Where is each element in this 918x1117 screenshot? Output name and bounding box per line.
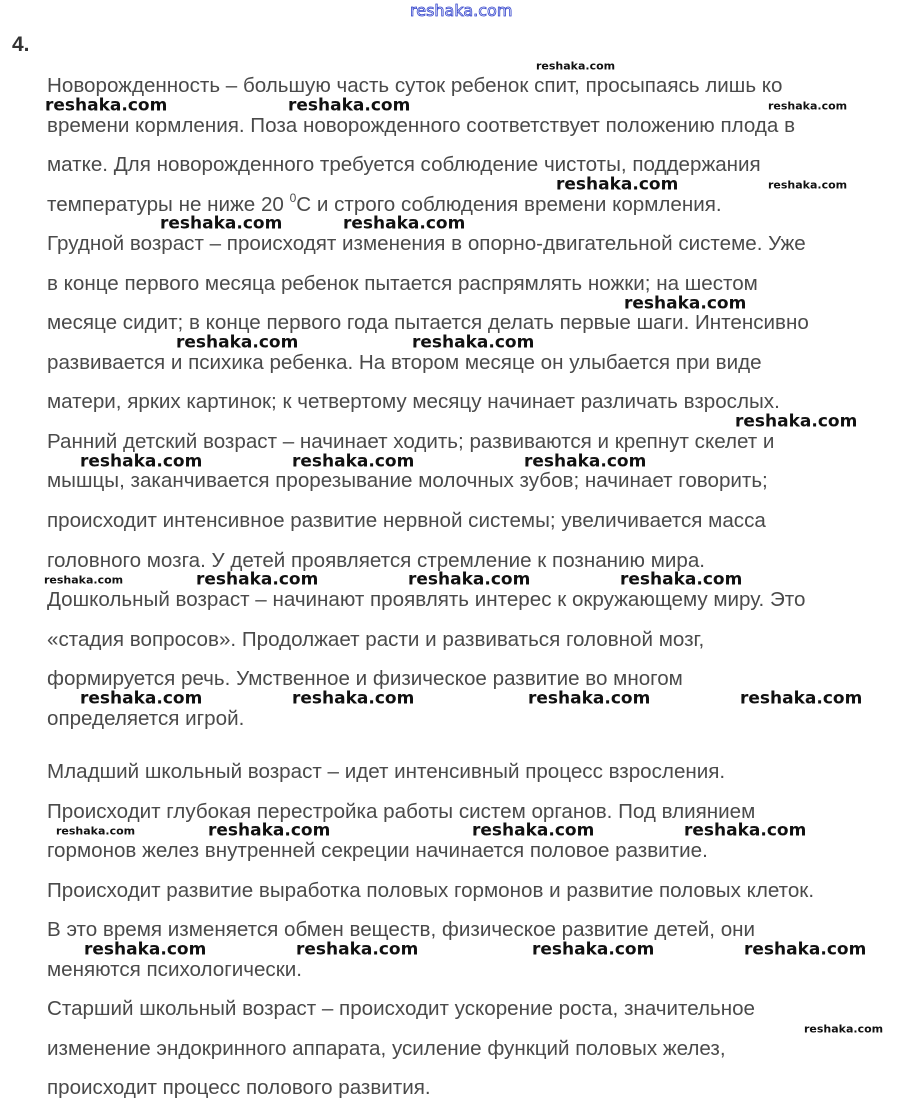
watermark: reshaka.com — [532, 939, 655, 960]
watermark: reshaka.com — [684, 820, 807, 841]
text-line: «стадия вопросов». Продолжает расти и развиваться головной мозг, — [47, 627, 705, 651]
watermark: reshaka.com — [620, 569, 743, 590]
watermark: reshaka.com — [744, 939, 867, 960]
watermark: reshaka.com — [412, 332, 535, 353]
text-line: развивается и психика ребенка. На втором месяце он улыбается при виде — [47, 350, 762, 374]
text-line: изменение эндокринного аппарата, усиление функций половых желез, — [47, 1036, 726, 1060]
text-line: матери, ярких картинок; к четвертому месяцу начинает различать взрослых. — [47, 390, 780, 414]
watermark: reshaka.com — [524, 451, 647, 472]
text-line: Ранний детский возраст – начинает ходить; развиваются и крепнут скелет и — [47, 429, 775, 453]
watermark: reshaka.com — [196, 569, 319, 590]
text-line: времени кормления. Поза новорожденного соответствует положению плода в — [47, 113, 796, 137]
watermark: reshaka.com — [472, 820, 595, 841]
text-part: C и строго соблюдения времени кормления. — [296, 192, 722, 216]
degree-sup: 0 — [289, 190, 297, 205]
text-line: Старший школьный возраст – происходит ускорение роста, значительное — [47, 997, 755, 1021]
watermark: reshaka.com — [536, 59, 616, 73]
watermark: reshaka.com — [84, 939, 207, 960]
text-line: происходит интенсивное развитие нервной системы; увеличивается масса — [47, 509, 766, 533]
task-number: 4. — [12, 33, 30, 56]
text-line: В это время изменяется обмен веществ, физическое развитие детей, они — [47, 918, 756, 942]
text-line: Грудной возраст – происходят изменения в опорно-двигательной системе. Уже — [47, 232, 806, 256]
watermark: reshaka.com — [56, 824, 136, 838]
watermark: reshaka.com — [80, 688, 203, 709]
text-line: происходит процесс полового развития. — [47, 1076, 431, 1100]
watermark: reshaka.com — [288, 95, 411, 116]
watermark: reshaka.com — [292, 688, 415, 709]
text-line: определяется игрой. — [47, 706, 245, 730]
text-part: температуры не ниже 20 — [47, 192, 290, 216]
text-line: в конце первого месяца ребенок пытается распрямлять ножки; на шестом — [47, 271, 758, 295]
watermark-header: reshaka.com — [410, 1, 513, 20]
watermark: reshaka.com — [176, 332, 299, 353]
watermark: reshaka.com — [408, 569, 531, 590]
watermark: reshaka.com — [624, 293, 747, 313]
text-line — [47, 190, 722, 216]
watermark: reshaka.com — [556, 174, 679, 195]
text-line: Новорожденность – большую часть суток ребенок спит, просыпаясь лишь ко — [47, 74, 783, 97]
watermark: reshaka.com — [45, 95, 168, 116]
text-line: месяце сидит; в конце первого года пытается делать первые шаги. Интенсивно — [47, 311, 809, 335]
text-line: Дошкольный возраст – начинают проявлять интерес к окружающему миру. Это — [47, 588, 806, 612]
watermark: reshaka.com — [735, 411, 858, 432]
watermark: reshaka.com — [80, 451, 203, 472]
text-line: Происходит глубокая перестройка работы систем органов. Под влиянием — [47, 799, 756, 823]
watermark: reshaka.com — [160, 213, 283, 234]
watermark: reshaka.com — [343, 213, 466, 234]
watermark: reshaka.com — [804, 1022, 884, 1036]
text-line: формируется речь. Умственное и физическое развитие во многом — [47, 667, 683, 691]
watermark: reshaka.com — [768, 99, 848, 113]
watermark: reshaka.com — [740, 688, 863, 709]
watermark: reshaka.com — [292, 451, 415, 472]
text-line: мышцы, заканчивается прорезывание молочных зубов; начинает говорить; — [47, 469, 768, 493]
watermark: reshaka.com — [208, 820, 331, 841]
watermark: reshaka.com — [44, 573, 124, 587]
text-line: меняются психологически. — [47, 957, 302, 981]
watermark: reshaka.com — [528, 688, 651, 709]
watermark: reshaka.com — [296, 939, 419, 960]
text-line: гормонов желез внутренней секреции начинается половое развитие. — [47, 839, 708, 863]
text-line: головного мозга. У детей проявляется стремление к познанию мира. — [47, 548, 706, 572]
watermark: reshaka.com — [768, 178, 848, 192]
text-line: Младший школьный возраст – идет интенсивный процесс взросления. — [47, 760, 726, 783]
text-line: Происходит развитие выработка половых гормонов и развитие половых клеток. — [47, 878, 815, 902]
text-line: матке. Для новорожденного требуется соблюдение чистоты, поддержания — [47, 153, 761, 177]
